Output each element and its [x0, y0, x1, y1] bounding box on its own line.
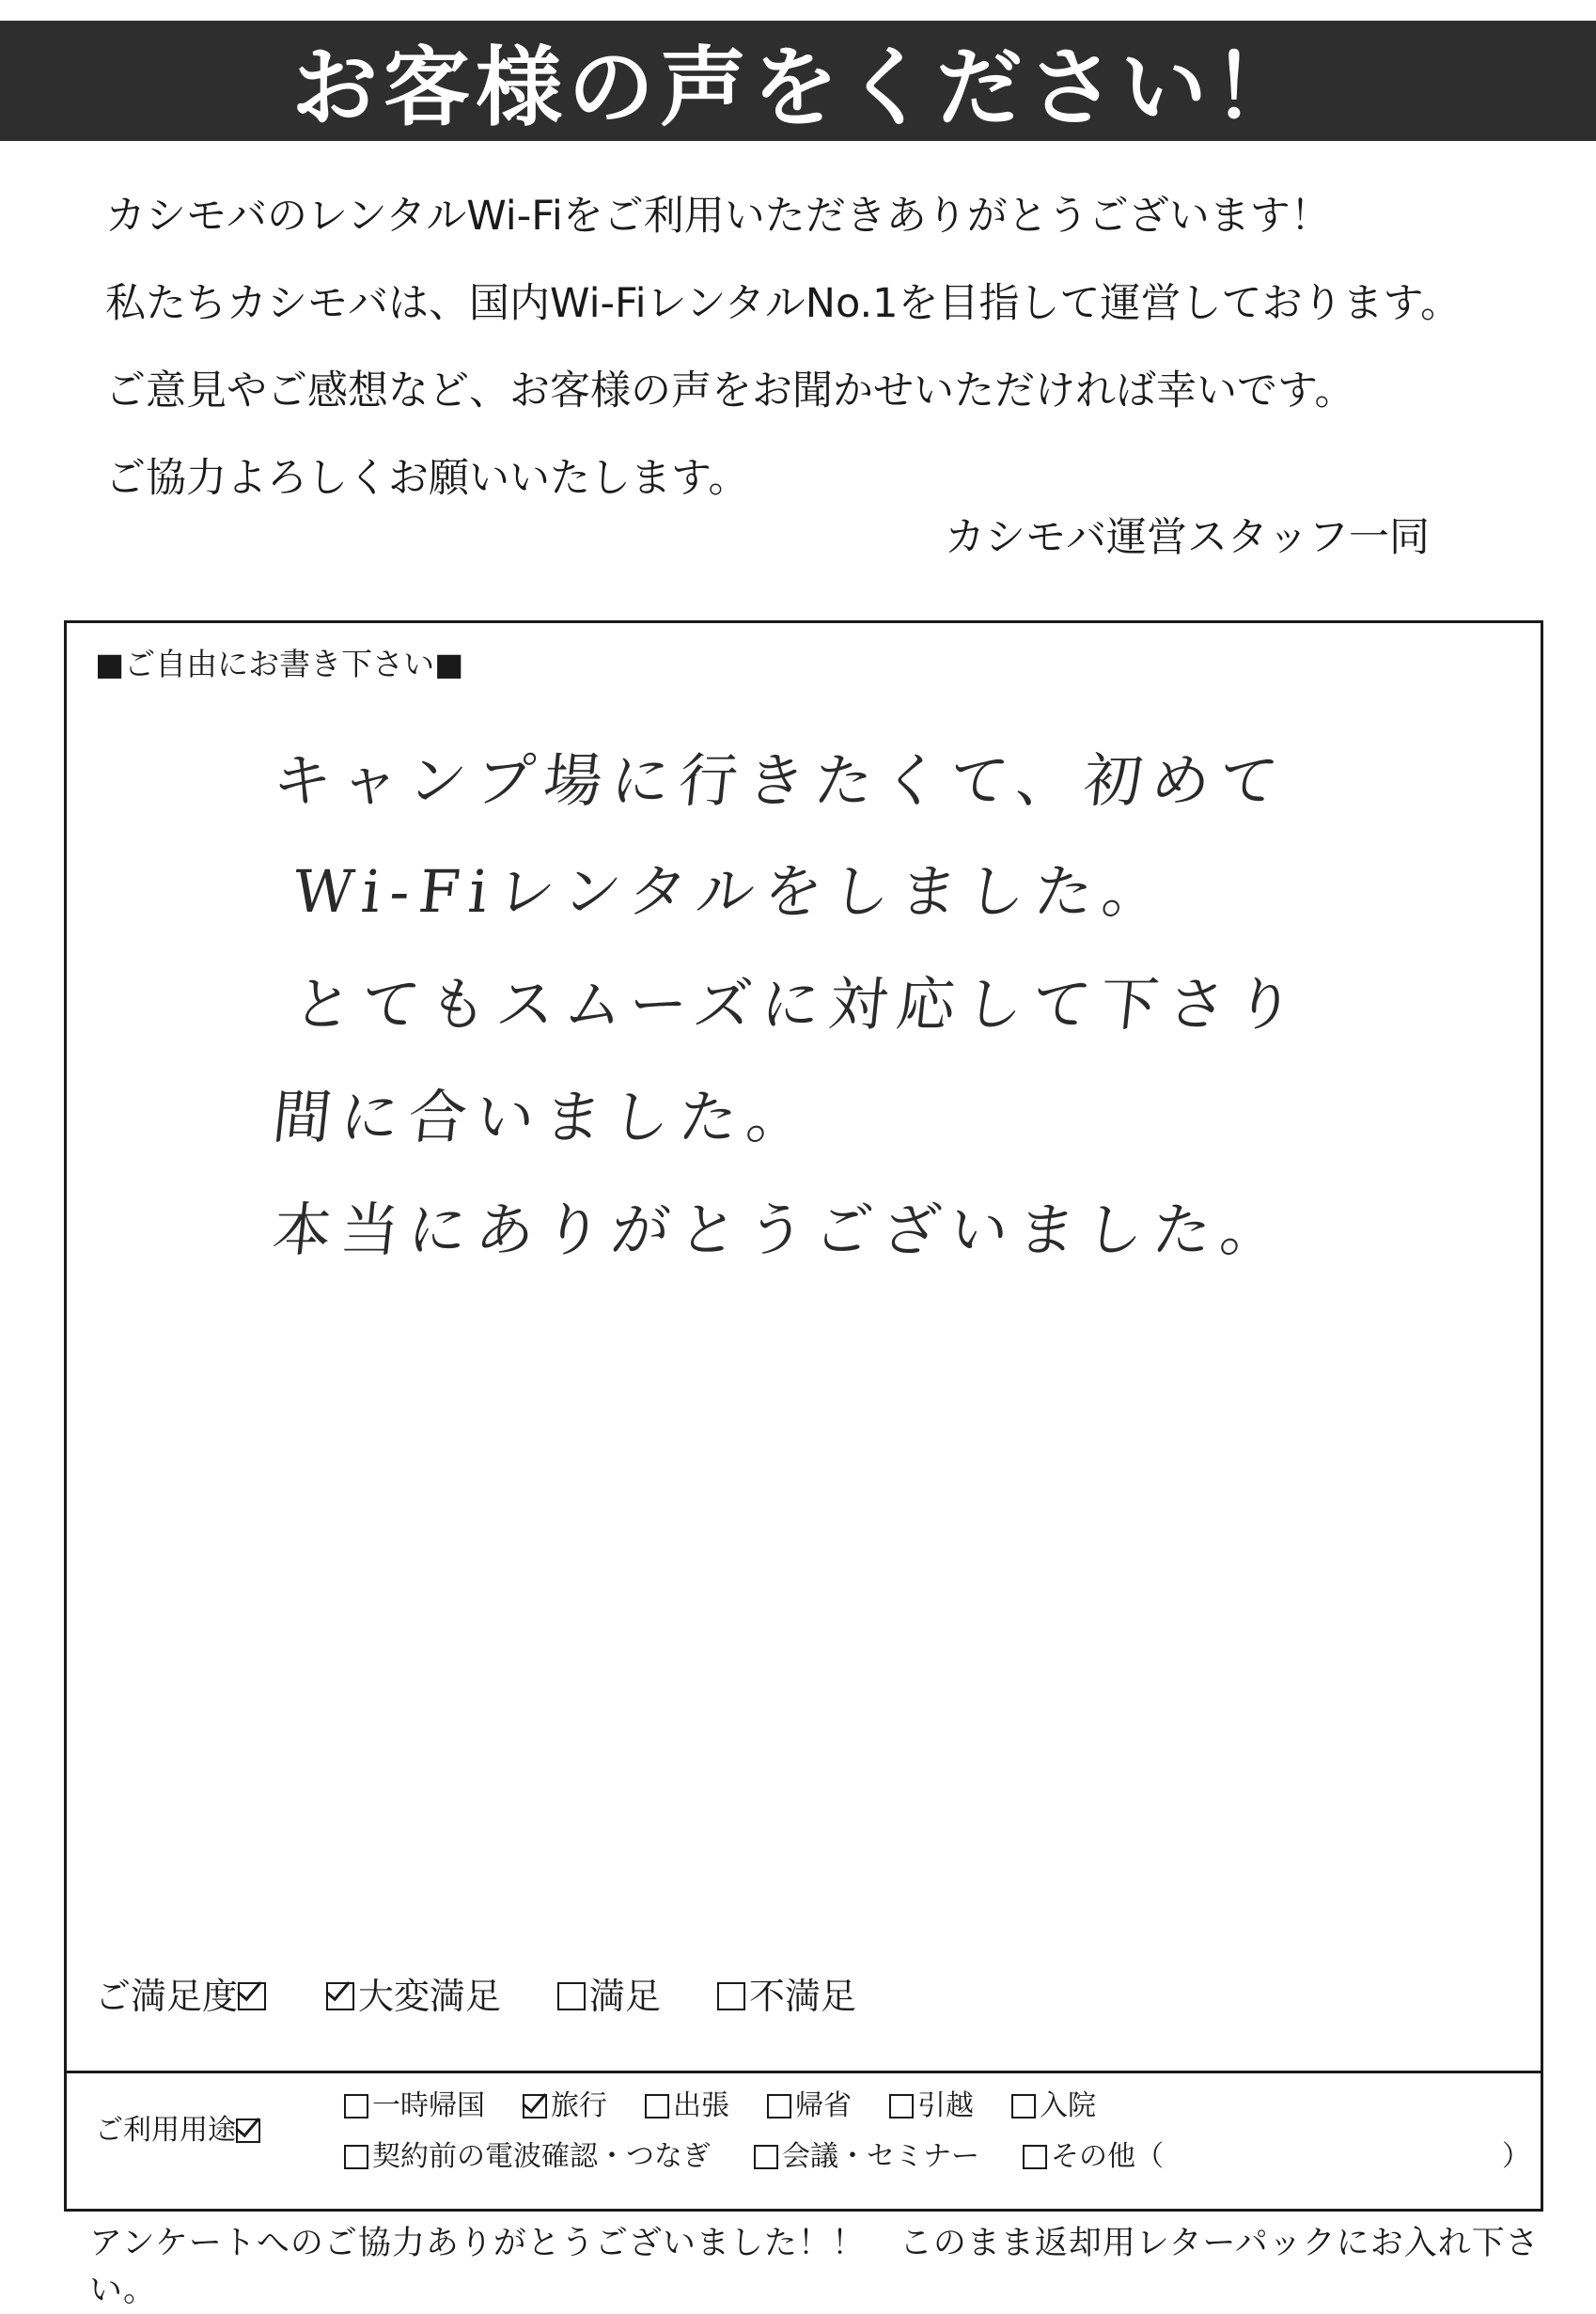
satisfaction-row: [95, 1973, 856, 2020]
checkbox-icon[interactable]: [1011, 2094, 1036, 2119]
handwritten-line: Wi-Fiレンタルをしました。: [289, 857, 1174, 926]
title-banner: [0, 21, 1596, 141]
footer-note: アンケートへのご協力ありがとうございました！！ このまま返却用レターパックにお入れ下さい。: [89, 2225, 1540, 2309]
option-satisfied[interactable]: 満足: [557, 1973, 661, 2020]
usage-options-row: [344, 2087, 1096, 2125]
usage-option-signal-check[interactable]: 契約前の電波確認・つなぎ: [344, 2138, 711, 2176]
survey-form: [64, 620, 1543, 2212]
page-title: お客様の声をください！: [290, 38, 1305, 138]
checkbox-icon[interactable]: [523, 2094, 547, 2119]
usage-option-meeting[interactable]: 会議・セミナー: [754, 2138, 979, 2176]
option-very-satisfied[interactable]: 大変満足: [326, 1973, 501, 2020]
handwritten-line: キャンプ場に行きたくて、初めて: [269, 746, 1291, 815]
handwritten-line: 間に合いました。: [269, 1083, 819, 1151]
usage-option-other[interactable]: その他（: [1023, 2138, 1164, 2176]
checkbox-icon[interactable]: [557, 1982, 586, 2010]
intro-line: 私たちカシモバは、国内Wi-FiレンタルNo.1を目指して運営しております。: [105, 280, 1462, 327]
checkbox-icon[interactable]: [767, 2094, 791, 2119]
checkbox-icon: [236, 2119, 260, 2143]
usage-option-travel[interactable]: 旅行: [523, 2087, 607, 2125]
checkbox-icon[interactable]: [889, 2094, 914, 2119]
usage-option-hospital[interactable]: 入院: [1011, 2087, 1096, 2125]
intro-text: [105, 188, 1553, 538]
checkbox-icon[interactable]: [344, 2145, 368, 2169]
option-unsatisfied[interactable]: 不満足: [717, 1973, 856, 2020]
free-comment-label: ■ご自由にお書き下さい■: [95, 646, 464, 682]
intro-line: カシモバのレンタルWi-Fiをご利用いただきありがとうございます！: [105, 193, 1331, 240]
checkbox-icon[interactable]: [1023, 2145, 1047, 2169]
usage-options-row: [344, 2138, 1530, 2176]
usage-option-temporary-return[interactable]: 一時帰国: [344, 2087, 485, 2125]
checkbox-icon: [238, 1982, 266, 2010]
satisfaction-label: ご満足度: [95, 1973, 270, 2020]
handwritten-line: 本当にありがとうございました。: [269, 1196, 1292, 1264]
section-divider: [67, 2071, 1541, 2073]
checkbox-icon[interactable]: [326, 1982, 354, 2010]
other-close-paren: ）: [1502, 2140, 1530, 2173]
usage-option-business-trip[interactable]: 出張: [645, 2087, 729, 2125]
checkbox-icon[interactable]: [645, 2094, 669, 2119]
intro-line: ご意見やご感想など、お客様の声をお聞かせいただければ幸いです。: [105, 367, 1355, 414]
checkbox-icon[interactable]: [754, 2145, 778, 2169]
checkbox-icon[interactable]: [717, 1982, 745, 2010]
usage-option-moving[interactable]: 引越: [889, 2087, 974, 2125]
signature: カシモバ運営スタッフ一同: [945, 514, 1430, 561]
handwritten-line: とてもスムーズに対応して下さり: [289, 970, 1307, 1039]
checkbox-icon[interactable]: [344, 2094, 368, 2119]
intro-line: ご協力よろしくお願いいたします。: [105, 455, 749, 502]
usage-option-homecoming[interactable]: 帰省: [767, 2087, 852, 2125]
usage-label: ご利用用途: [95, 2112, 264, 2150]
